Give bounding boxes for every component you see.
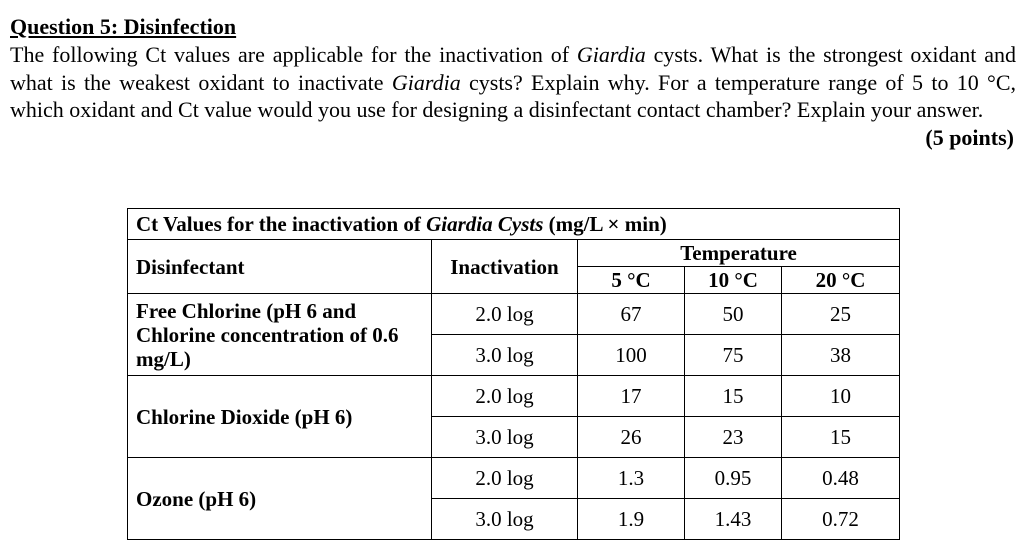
inactivation-cell: 2.0 log: [432, 294, 578, 335]
question-text-part-1: The following Ct values are applicable for the inactivation of: [10, 42, 577, 67]
inactivation-cell: 3.0 log: [432, 417, 578, 458]
table-row: [128, 294, 900, 335]
header-temp-10c: 10 °C: [685, 267, 782, 294]
table-title-suffix: (mg/L × min): [543, 212, 667, 236]
ct-value-cell: 38: [782, 335, 900, 376]
disinfectant-ozone: Ozone (pH 6): [128, 458, 432, 540]
table-row: [128, 376, 900, 417]
table-title-prefix: Ct Values for the inactivation of: [136, 212, 427, 236]
header-temp-5c: 5 °C: [578, 267, 685, 294]
question-heading: Question 5: Disinfection: [10, 14, 237, 39]
ct-value-cell: 10: [782, 376, 900, 417]
ct-value-cell: 0.48: [782, 458, 900, 499]
ct-value-cell: 1.43: [685, 499, 782, 540]
header-temperature: Temperature: [578, 240, 900, 267]
ct-value-cell: 15: [685, 376, 782, 417]
header-disinfectant: Disinfectant: [128, 240, 432, 294]
ct-value-cell: 0.95: [685, 458, 782, 499]
header-temp-20c: 20 °C: [782, 267, 900, 294]
ct-value-cell: 67: [578, 294, 685, 335]
inactivation-cell: 2.0 log: [432, 458, 578, 499]
points-label: (5 points): [925, 125, 1014, 150]
ct-value-cell: 0.72: [782, 499, 900, 540]
ct-value-cell: 25: [782, 294, 900, 335]
header-inactivation: Inactivation: [432, 240, 578, 294]
table-row: [128, 458, 900, 499]
disinfectant-chlorine-dioxide: Chlorine Dioxide (pH 6): [128, 376, 432, 458]
table-title: [128, 209, 900, 240]
disinfectant-free-chlorine: Free Chlorine (pH 6 and Chlorine concentration of 0.6 mg/L): [128, 294, 432, 376]
inactivation-cell: 3.0 log: [432, 335, 578, 376]
table-title-italic: Giardia Cysts: [426, 212, 544, 236]
inactivation-cell: 2.0 log: [432, 376, 578, 417]
table-title-row: [128, 209, 900, 240]
giardia-term: Giardia: [391, 69, 461, 95]
ct-value-cell: 100: [578, 335, 685, 376]
ct-value-cell: 1.9: [578, 499, 685, 540]
ct-values-table: [127, 208, 900, 540]
ct-value-cell: 75: [685, 335, 782, 376]
giardia-term: Giardia: [576, 42, 646, 67]
inactivation-cell: 3.0 log: [432, 499, 578, 540]
header-row: [128, 240, 900, 267]
ct-value-cell: 26: [578, 417, 685, 458]
question-text: [10, 41, 1016, 124]
ct-value-cell: 15: [782, 417, 900, 458]
ct-value-cell: 50: [685, 294, 782, 335]
ct-value-cell: 1.3: [578, 458, 685, 499]
ct-value-cell: 17: [578, 376, 685, 417]
question-text-part-3: cysts? Explain why. For a temperature range of 5 to 10 °C, which oxidant and Ct value would you use for designing a disinfectant contact chamber? Explain your answer.: [10, 69, 1017, 122]
question-text-part-2: cysts. What is the strongest oxidant and what is the weakest oxidant to inactivate: [10, 42, 1016, 95]
ct-value-cell: 23: [685, 417, 782, 458]
